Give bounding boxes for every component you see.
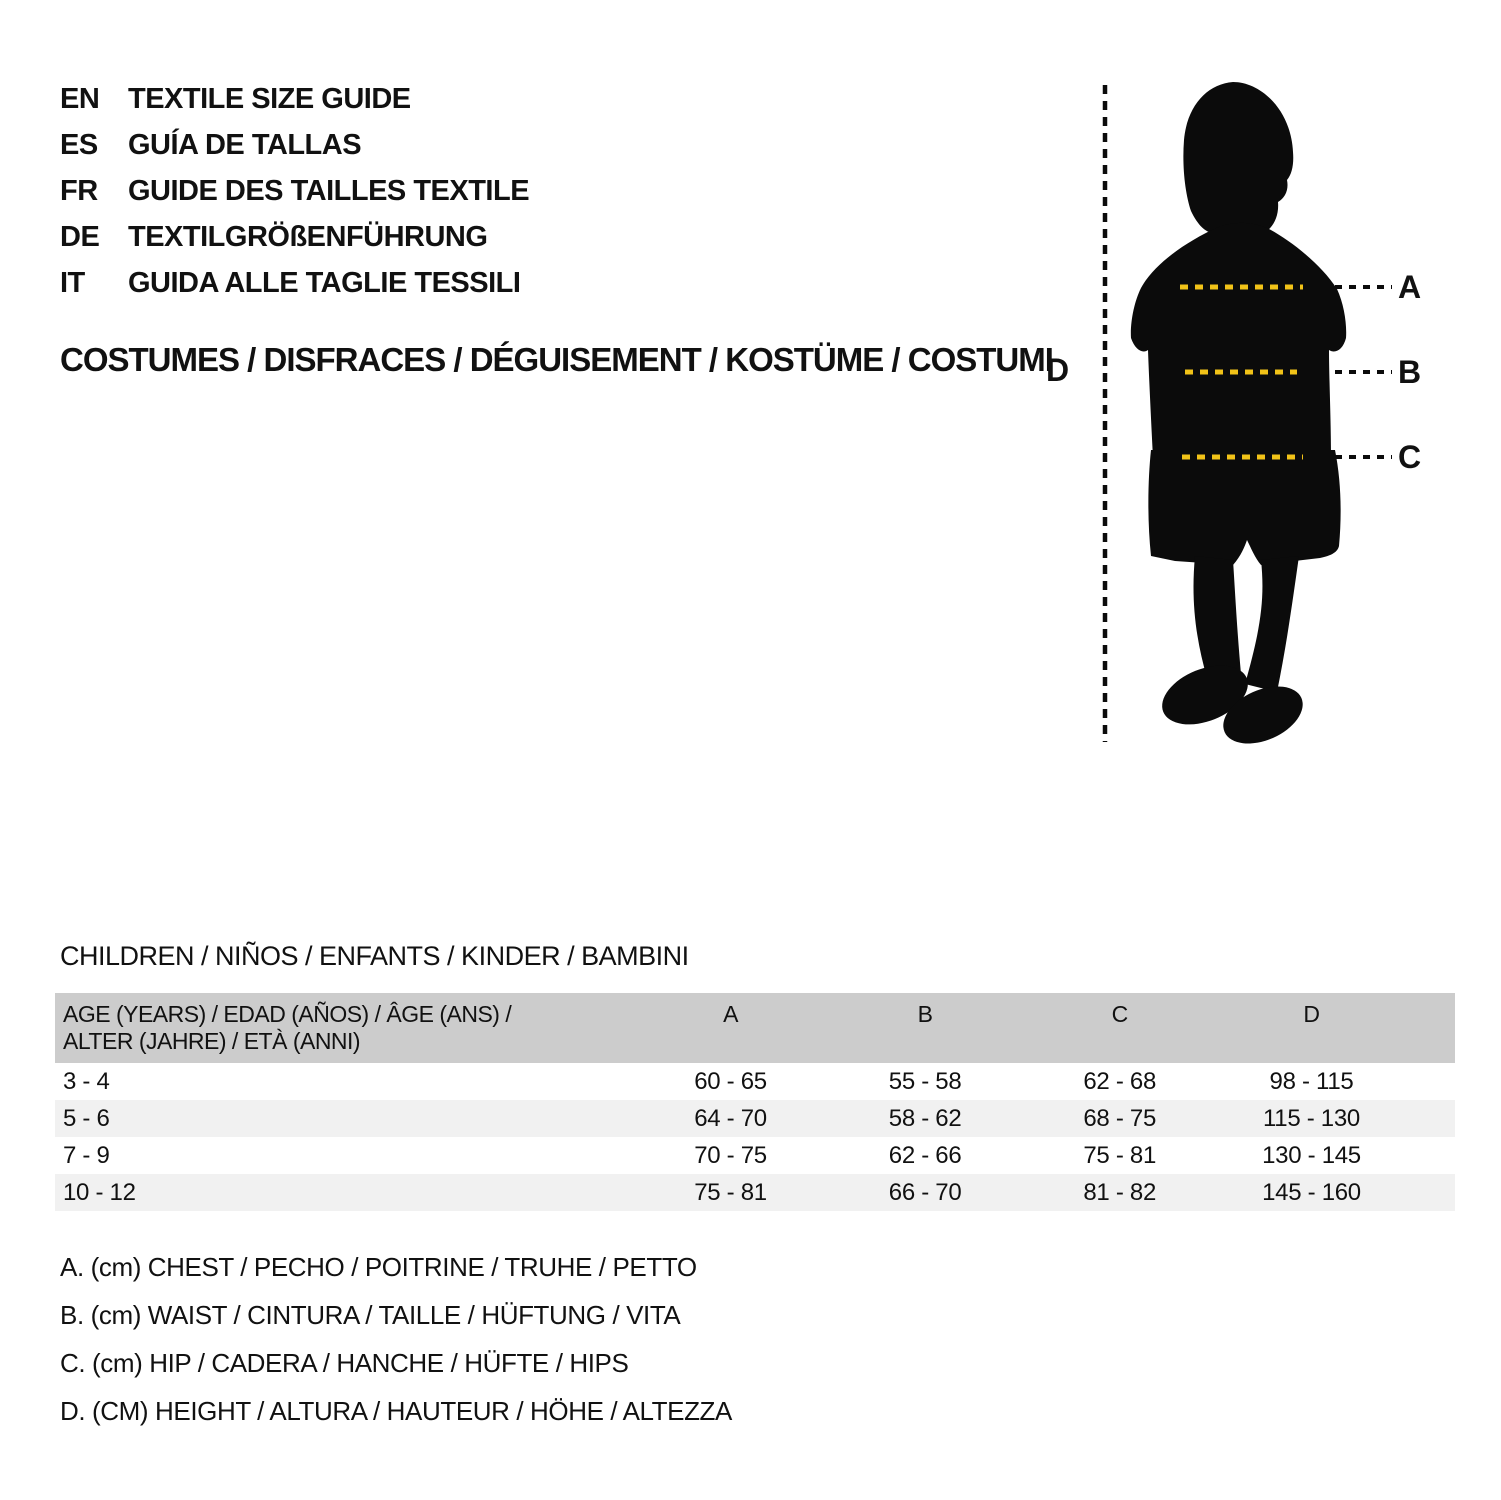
column-header-d: D [1303,1001,1320,1027]
measure-label-a: A [1398,269,1421,305]
language-label: GUÍA DE TALLAS [128,128,362,161]
legend-item-height: D. (CM) HEIGHT / ALTURA / HAUTEUR / HÖHE / ALTEZZA [60,1396,732,1426]
language-label: TEXTILGRÖßENFÜHRUNG [128,220,488,253]
waist-value: 66 - 70 [888,1179,962,1206]
language-label: TEXTILE SIZE GUIDE [128,82,411,115]
age-cell: 3 - 4 [63,1068,110,1095]
language-code: DE [60,220,100,253]
size-table [55,993,1455,1211]
table-row [55,1174,1455,1211]
measure-label-c: C [1398,439,1421,475]
age-column-header [55,993,636,1063]
hip-value: 81 - 82 [1083,1179,1156,1206]
legend-item-chest: A. (cm) CHEST / PECHO / POITRINE / TRUHE / PETTO [60,1252,697,1282]
legend-item-hip: C. (cm) HIP / CADERA / HANCHE / HÜFTE / HIPS [60,1348,629,1378]
language-row-fr [60,168,529,214]
child-silhouette-diagram [1095,78,1415,768]
column-header-a: A [723,1001,738,1027]
height-value: 98 - 115 [1269,1068,1354,1095]
chest-value: 75 - 81 [694,1179,767,1206]
category-heading: COSTUMES / DISFRACES / DÉGUISEMENT / KOSTÜME / COSTUMI [60,341,1053,378]
language-code: ES [60,128,98,161]
size-table-title: CHILDREN / NIÑOS / ENFANTS / KINDER / BAMBINI [60,941,689,971]
measurement-legend [60,1243,732,1435]
hip-value: 75 - 81 [1083,1142,1156,1169]
measurement-figure [1046,78,1501,768]
age-cell: 10 - 12 [63,1179,136,1206]
waist-value: 55 - 58 [888,1068,962,1095]
hip-value: 68 - 75 [1083,1105,1156,1132]
language-code: IT [60,266,85,299]
height-value: 130 - 145 [1262,1142,1361,1169]
age-header-line2: ALTER (JAHRE) / ETÀ (ANNI) [63,1028,361,1054]
chest-value: 64 - 70 [694,1105,767,1132]
height-value: 145 - 160 [1262,1179,1361,1206]
measure-label-d: D [1046,352,1069,388]
age-header-line1: AGE (YEARS) / EDAD (AÑOS) / ÂGE (ANS) / [63,1001,512,1027]
measure-label-b: B [1398,354,1421,390]
table-row [55,1063,1455,1100]
legend-item-waist: B. (cm) WAIST / CINTURA / TAILLE / HÜFTUNG / VITA [60,1300,681,1330]
table-row [55,1100,1455,1137]
chest-value: 60 - 65 [694,1068,767,1095]
hip-value: 62 - 68 [1083,1068,1156,1095]
language-guide-list [60,76,529,306]
waist-value: 62 - 66 [888,1142,962,1169]
language-row-de [60,214,529,260]
age-cell: 5 - 6 [63,1105,110,1132]
language-row-en [60,76,529,122]
age-cell: 7 - 9 [63,1142,110,1169]
waist-value: 58 - 62 [888,1105,962,1132]
height-value: 115 - 130 [1263,1105,1360,1132]
language-label: GUIDE DES TAILLES TEXTILE [128,174,530,207]
language-code: FR [60,174,98,207]
language-row-es [60,122,529,168]
language-label: GUIDA ALLE TAGLIE TESSILI [128,266,521,299]
column-header-b: B [917,1001,933,1027]
table-row [55,1137,1455,1174]
language-code: EN [60,82,100,115]
chest-value: 70 - 75 [694,1142,767,1169]
child-silhouette [1131,82,1346,755]
column-header-c: C [1111,1001,1128,1027]
language-row-it [60,260,529,306]
size-table-header-row [55,993,1455,1063]
